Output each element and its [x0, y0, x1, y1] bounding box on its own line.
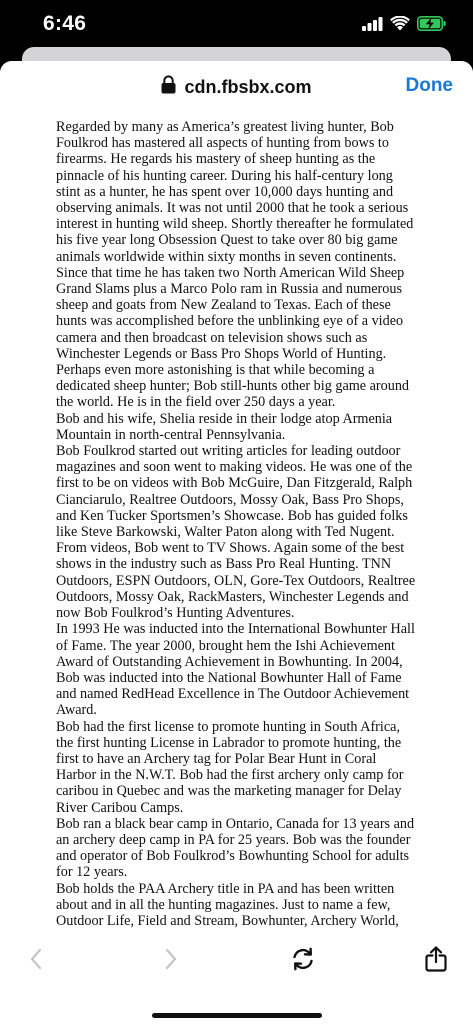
paragraph: Bob Foulkrod started out writing articles for leading outdoor magazines and soon went to making videos. He was one of the first to be on videos with Bob McGuire, Dan Fitzgerald, Ralph Cianciarulo, Realtree Outdoors, Mossy Oak, Bass Pro Shops, and Ken Tucker Sportsmen’s Showcase. Bob has guided folks like Steve Barkowski, Walter Paton along with Ted Nugent. [56, 443, 413, 541]
done-button[interactable]: Done [405, 75, 453, 96]
browser-header [0, 61, 473, 115]
paragraph: Since that time he has taken two North American Wild Sheep Grand Slams plus a Marco Polo ram in Russia and numerous sheep and goats from New Zealand to Texas. Each of these hunts was accomplished before the unblinking eye of a video camera and then broadcast on television shows such as Winchester Legends or Bass Pro Shops World of Hunting. [56, 264, 405, 362]
battery-charging-icon [417, 16, 447, 36]
bottom-toolbar [0, 932, 473, 1024]
status-icons [362, 16, 447, 36]
paragraph: From videos, Bob went to TV Shows. Again some of the best shows in the industry such as Bass Pro Real Hunting. TNN Outdoors, ESPN Outdoors, OLN, Gore-Tex Outdoors, Realtree Outdoors, Mossy Oak, RackMasters, Winchester Legends and now Bob Foulkrod’s Hunting Adventures. [56, 540, 416, 622]
paragraph: Bob had the first license to promote hunting in South Africa, the first hunting License in Labrador to promote hunting, the first to have an Archery tag for Polar Bear Hunt in Coral Harbor in the N.W.T. Bob had the first archery only camp for caribou in Quebec and was the marketing manager for Delay River Caribou Camps. [56, 718, 404, 816]
paragraph: Perhaps even more astonishing is that while becoming a dedicated sheep hunter; Bob still-hunts other big game around the world. He is in the field over 250 days a year. [56, 362, 410, 411]
document-content [56, 119, 418, 932]
paragraph: Bob and his wife, Shelia reside in their lodge atop Armenia Mountain in north-central Pennsylvania. [56, 410, 393, 443]
chevron-right-icon [164, 948, 178, 973]
browser-sheet [0, 61, 473, 1024]
wifi-icon [390, 16, 410, 36]
chevron-left-icon [29, 948, 43, 973]
share-icon [425, 946, 447, 975]
reload-icon [290, 946, 316, 975]
share-button[interactable] [416, 940, 456, 980]
status-time: 6:46 [43, 12, 87, 35]
paragraph: Bob holds the PAA Archery title in PA and has been written about and in all the hunting magazines. Just to name a few, Outdoor Life, Field and Stream, Bowhunter, Archery World, [56, 880, 399, 929]
home-indicator [152, 1013, 322, 1018]
status-bar [0, 0, 473, 52]
paragraph: Regarded by many as America’s greatest living hunter, Bob Foulkrod has mastered all aspects of hunting from bows to firearms. He regards his mastery of sheep hunting as the pinnacle of his hunting career. During his half-century long stint as a hunter, he has spent over 10,000 days hunting and observing animals. It was not until 2000 that he took a serious interest in hunting wild sheep. Shortly thereafter he formulated his five year long Obsession Quest to take over 80 big game animals worldwide within sixty months in seven continents. [56, 119, 414, 265]
forward-button[interactable] [151, 940, 191, 980]
paragraph: Bob ran a black bear camp in Ontario, Canada for 13 years and an archery deep camp in PA for 25 years. Bob was the founder and operator of Bob Foulkrod’s Bowhunting School for adults for 12 years. [56, 815, 415, 881]
reload-button[interactable] [283, 940, 323, 980]
back-button[interactable] [16, 940, 56, 980]
url-bar [0, 75, 473, 99]
url-text: cdn.fbsbx.com [184, 76, 312, 97]
paragraph: In 1993 He was inducted into the International Bowhunter Hall of Fame. The year 2000, brought hem the Ishi Achievement Award of Outstanding Achievement in Bowhunting. In 2004, Bob was inducted into the National Bowhunter Hall of Fame and named RedHead Excellence in The Outdoor Achievement Award. [56, 621, 415, 719]
lock-icon [161, 75, 176, 99]
cellular-signal-icon [362, 17, 383, 36]
